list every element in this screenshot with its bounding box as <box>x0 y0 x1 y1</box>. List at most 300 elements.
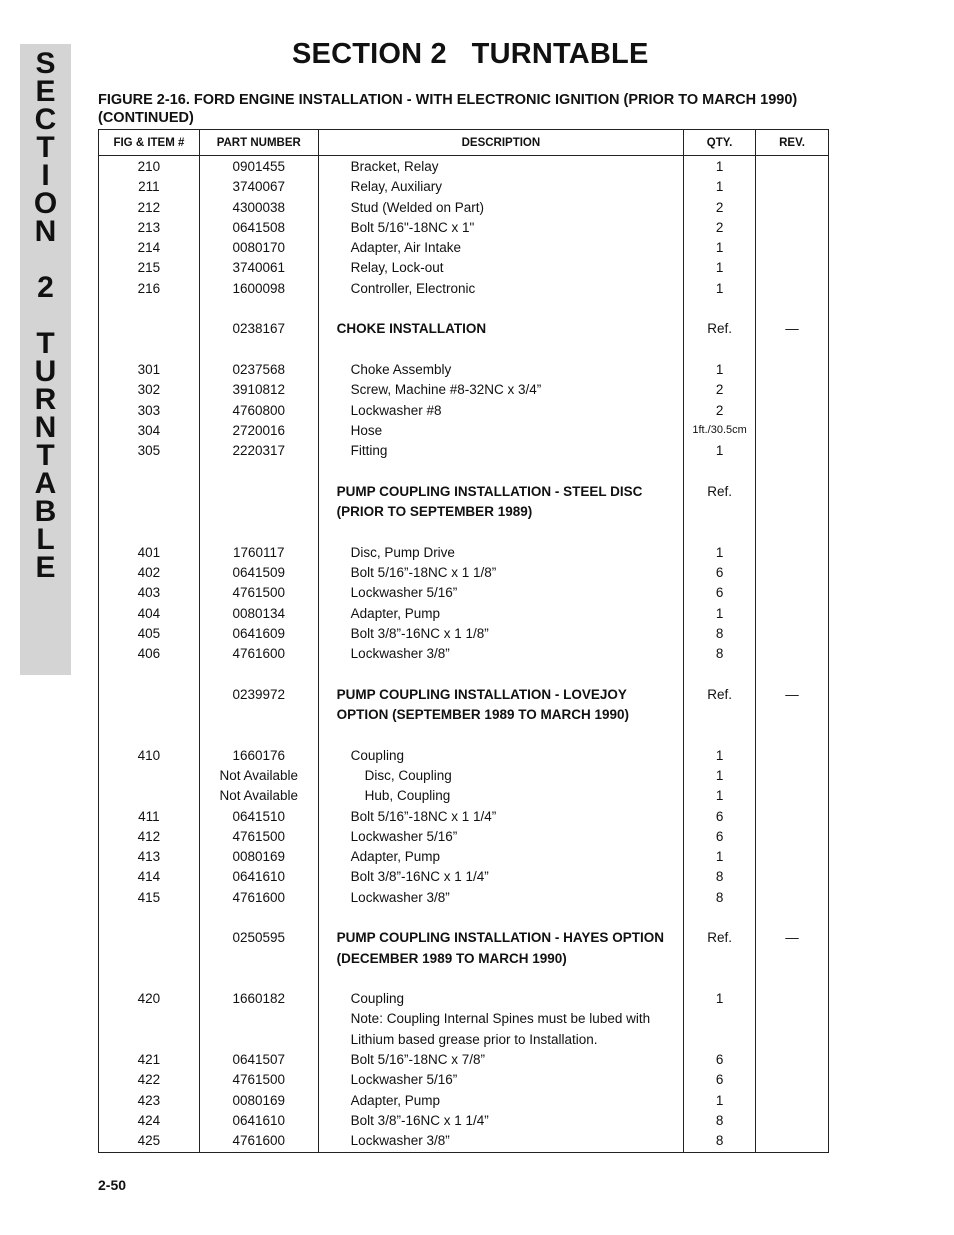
rev-cell <box>756 199 829 219</box>
description-cell: PUMP COUPLING INSTALLATION - STEEL DISC <box>318 483 683 503</box>
fig-item-cell: 214 <box>99 239 200 259</box>
qty-cell: 6 <box>684 1051 756 1071</box>
part-number-cell <box>199 706 318 726</box>
fig-item-cell <box>99 706 200 726</box>
rev-cell <box>756 848 829 868</box>
table-row <box>99 706 829 726</box>
part-number-cell: 0641610 <box>199 868 318 888</box>
part-number-cell: 4761500 <box>199 1071 318 1091</box>
rev-cell <box>756 1092 829 1112</box>
side-tab-letter: E <box>35 551 56 584</box>
table-spacer-row <box>99 523 829 543</box>
rev-cell <box>756 605 829 625</box>
qty-cell: 1 <box>684 1092 756 1112</box>
description-cell: (PRIOR TO SEPTEMBER 1989) <box>318 503 683 523</box>
description-cell: Adapter, Air Intake <box>318 239 683 259</box>
table-row <box>99 1092 829 1112</box>
table-row <box>99 483 829 503</box>
description-cell <box>318 665 683 685</box>
rev-cell <box>756 219 829 239</box>
part-number-cell: 3740067 <box>199 178 318 198</box>
table-row <box>99 848 829 868</box>
qty-cell: 1 <box>684 544 756 564</box>
rev-cell: — <box>756 320 829 340</box>
rev-cell <box>756 178 829 198</box>
table-row <box>99 156 829 179</box>
fig-item-cell: 413 <box>99 848 200 868</box>
description-cell: Adapter, Pump <box>318 848 683 868</box>
rev-cell <box>756 1051 829 1071</box>
fig-item-cell: 406 <box>99 645 200 665</box>
qty-cell: 1 <box>684 361 756 381</box>
part-number-cell: 0901455 <box>199 156 318 179</box>
part-number-cell: Not Available <box>199 767 318 787</box>
part-number-cell: 0239972 <box>199 686 318 706</box>
table-row <box>99 381 829 401</box>
fig-item-cell <box>99 686 200 706</box>
column-header-part-number: PART NUMBER <box>199 130 318 156</box>
part-number-cell <box>199 1010 318 1030</box>
description-cell <box>318 726 683 746</box>
rev-cell <box>756 747 829 767</box>
qty-cell <box>684 300 756 320</box>
rev-cell <box>756 889 829 909</box>
rev-cell <box>756 990 829 1010</box>
table-row <box>99 767 829 787</box>
fig-item-cell <box>99 1031 200 1051</box>
description-cell: Lockwasher 3/8” <box>318 645 683 665</box>
description-cell: Choke Assembly <box>318 361 683 381</box>
table-spacer-row <box>99 300 829 320</box>
part-number-cell: 0250595 <box>199 929 318 949</box>
qty-cell: 6 <box>684 808 756 828</box>
description-cell <box>318 462 683 482</box>
fig-item-cell: 414 <box>99 868 200 888</box>
qty-cell <box>684 909 756 929</box>
description-cell: Disc, Coupling <box>318 767 683 787</box>
fig-item-cell <box>99 665 200 685</box>
description-cell <box>318 523 683 543</box>
fig-item-cell <box>99 909 200 929</box>
table-row <box>99 747 829 767</box>
rev-cell <box>756 483 829 503</box>
table-row <box>99 239 829 259</box>
qty-cell: 8 <box>684 1132 756 1153</box>
fig-item-cell: 415 <box>99 889 200 909</box>
fig-item-cell: 402 <box>99 564 200 584</box>
part-number-cell <box>199 523 318 543</box>
qty-cell: 1 <box>684 787 756 807</box>
part-number-cell <box>199 462 318 482</box>
fig-item-cell: 215 <box>99 259 200 279</box>
qty-cell <box>684 950 756 970</box>
part-number-cell: 4761500 <box>199 584 318 604</box>
description-cell: Adapter, Pump <box>318 605 683 625</box>
side-tab-letter: T <box>36 131 55 164</box>
part-number-cell: 4300038 <box>199 199 318 219</box>
table-row <box>99 503 829 523</box>
qty-cell: 2 <box>684 199 756 219</box>
fig-item-cell <box>99 462 200 482</box>
rev-cell <box>756 1112 829 1132</box>
description-cell: Hub, Coupling <box>318 787 683 807</box>
table-row <box>99 889 829 909</box>
parts-table <box>98 129 829 1153</box>
parts-table-body <box>99 156 829 1153</box>
qty-cell: 8 <box>684 1112 756 1132</box>
description-cell: Bolt 5/16"-18NC x 1" <box>318 219 683 239</box>
table-row <box>99 178 829 198</box>
part-number-cell: 0641510 <box>199 808 318 828</box>
fig-item-cell <box>99 767 200 787</box>
qty-cell <box>684 1010 756 1030</box>
rev-cell <box>756 726 829 746</box>
part-number-cell <box>199 909 318 929</box>
rev-cell <box>756 402 829 422</box>
qty-cell: Ref. <box>684 483 756 503</box>
table-row <box>99 1031 829 1051</box>
qty-cell: 8 <box>684 645 756 665</box>
part-number-cell <box>199 970 318 990</box>
rev-cell <box>756 828 829 848</box>
side-tab-letter <box>20 302 71 330</box>
qty-cell: 1 <box>684 767 756 787</box>
table-row <box>99 990 829 1010</box>
table-row <box>99 422 829 442</box>
table-row <box>99 320 829 340</box>
qty-cell: Ref. <box>684 929 756 949</box>
description-cell: Lockwasher 5/16” <box>318 1071 683 1091</box>
part-number-cell: 0641509 <box>199 564 318 584</box>
table-row <box>99 219 829 239</box>
part-number-cell <box>199 483 318 503</box>
description-cell: Adapter, Pump <box>318 1092 683 1112</box>
qty-cell <box>684 706 756 726</box>
part-number-cell <box>199 950 318 970</box>
description-cell: Coupling <box>318 990 683 1010</box>
qty-cell: 1 <box>684 259 756 279</box>
rev-cell <box>756 462 829 482</box>
part-number-cell <box>199 300 318 320</box>
description-cell: (DECEMBER 1989 TO MARCH 1990) <box>318 950 683 970</box>
table-row <box>99 605 829 625</box>
fig-item-cell: 422 <box>99 1071 200 1091</box>
part-number-cell: 0080169 <box>199 1092 318 1112</box>
fig-item-cell: 420 <box>99 990 200 1010</box>
description-cell: CHOKE INSTALLATION <box>318 320 683 340</box>
rev-cell <box>756 665 829 685</box>
qty-cell: 1 <box>684 239 756 259</box>
description-cell: Lockwasher 5/16” <box>318 584 683 604</box>
rev-cell <box>756 706 829 726</box>
fig-item-cell <box>99 483 200 503</box>
fig-item-cell: 424 <box>99 1112 200 1132</box>
table-spacer-row <box>99 341 829 361</box>
part-number-cell <box>199 341 318 361</box>
rev-cell <box>756 300 829 320</box>
table-spacer-row <box>99 665 829 685</box>
rev-cell <box>756 584 829 604</box>
rev-cell <box>756 442 829 462</box>
fig-item-cell <box>99 726 200 746</box>
fig-item-cell: 212 <box>99 199 200 219</box>
part-number-cell: 1660176 <box>199 747 318 767</box>
qty-cell: 8 <box>684 625 756 645</box>
table-row <box>99 929 829 949</box>
qty-cell: 1 <box>684 747 756 767</box>
description-cell: Lockwasher 3/8” <box>318 1132 683 1153</box>
part-number-cell: 2220317 <box>199 442 318 462</box>
fig-item-cell: 302 <box>99 381 200 401</box>
description-cell: PUMP COUPLING INSTALLATION - LOVEJOY <box>318 686 683 706</box>
fig-item-cell: 405 <box>99 625 200 645</box>
fig-item-cell: 211 <box>99 178 200 198</box>
fig-item-cell <box>99 787 200 807</box>
section-title: SECTION 2 TURNTABLE <box>292 38 649 70</box>
side-tab-letter: N <box>34 411 57 444</box>
figure-title: FIGURE 2-16. FORD ENGINE INSTALLATION - WITH ELECTRONIC IGNITION (PRIOR TO MARCH 1990) (CONTINUED) <box>98 92 798 126</box>
rev-cell <box>756 544 829 564</box>
part-number-cell: 3740061 <box>199 259 318 279</box>
part-number-cell: 0238167 <box>199 320 318 340</box>
fig-item-cell <box>99 929 200 949</box>
description-cell: Disc, Pump Drive <box>318 544 683 564</box>
part-number-cell: 3910812 <box>199 381 318 401</box>
description-cell <box>318 970 683 990</box>
description-cell: Lockwasher 5/16” <box>318 828 683 848</box>
part-number-cell: 4761600 <box>199 1132 318 1153</box>
fig-item-cell <box>99 503 200 523</box>
description-cell: Bolt 3/8”-16NC x 1 1/8” <box>318 625 683 645</box>
part-number-cell: 0641507 <box>199 1051 318 1071</box>
qty-cell: 6 <box>684 1071 756 1091</box>
rev-cell <box>756 808 829 828</box>
qty-cell: 1ft./30.5cm <box>684 422 756 442</box>
side-tab-letter: 2 <box>37 271 54 304</box>
rev-cell: — <box>756 929 829 949</box>
fig-item-cell: 423 <box>99 1092 200 1112</box>
description-cell: OPTION (SEPTEMBER 1989 TO MARCH 1990) <box>318 706 683 726</box>
qty-cell: 6 <box>684 584 756 604</box>
table-spacer-row <box>99 462 829 482</box>
rev-cell <box>756 625 829 645</box>
table-row <box>99 868 829 888</box>
rev-cell <box>756 645 829 665</box>
part-number-cell: 0641609 <box>199 625 318 645</box>
page-number: 2-50 <box>98 1177 127 1193</box>
description-cell: Bolt 3/8”-16NC x 1 1/4” <box>318 1112 683 1132</box>
description-cell <box>318 909 683 929</box>
table-row <box>99 828 829 848</box>
rev-cell <box>756 341 829 361</box>
qty-cell: Ref. <box>684 686 756 706</box>
table-row <box>99 950 829 970</box>
table-row <box>99 625 829 645</box>
side-tab-letter: T <box>36 327 55 360</box>
fig-item-cell: 412 <box>99 828 200 848</box>
fig-item-cell: 303 <box>99 402 200 422</box>
description-cell: Relay, Auxiliary <box>318 178 683 198</box>
table-row <box>99 564 829 584</box>
rev-cell: — <box>756 686 829 706</box>
part-number-cell: Not Available <box>199 787 318 807</box>
description-cell: Screw, Machine #8-32NC x 3/4” <box>318 381 683 401</box>
part-number-cell: 1660182 <box>199 990 318 1010</box>
table-row <box>99 686 829 706</box>
side-tab-letter: N <box>34 215 57 248</box>
description-cell: Bolt 5/16”-18NC x 1 1/4” <box>318 808 683 828</box>
description-cell: Lockwasher 3/8” <box>318 889 683 909</box>
fig-item-cell <box>99 320 200 340</box>
rev-cell <box>756 523 829 543</box>
fig-item-cell: 304 <box>99 422 200 442</box>
qty-cell <box>684 523 756 543</box>
qty-cell: 1 <box>684 280 756 300</box>
rev-cell <box>756 767 829 787</box>
rev-cell <box>756 1071 829 1091</box>
part-number-cell: 0641508 <box>199 219 318 239</box>
description-cell: Relay, Lock-out <box>318 259 683 279</box>
side-tab-letter: S <box>35 47 56 80</box>
column-header-rev: REV. <box>756 130 829 156</box>
side-tab-letter: I <box>41 159 50 192</box>
side-tab-letter: R <box>34 383 57 416</box>
rev-cell <box>756 280 829 300</box>
fig-item-cell: 301 <box>99 361 200 381</box>
fig-item-cell: 403 <box>99 584 200 604</box>
qty-cell <box>684 462 756 482</box>
description-cell: Bolt 3/8”-16NC x 1 1/4” <box>318 868 683 888</box>
qty-cell: Ref. <box>684 320 756 340</box>
rev-cell <box>756 1132 829 1153</box>
part-number-cell <box>199 1031 318 1051</box>
rev-cell <box>756 381 829 401</box>
table-row <box>99 1010 829 1030</box>
rev-cell <box>756 970 829 990</box>
side-tab-letter: L <box>36 523 55 556</box>
fig-item-cell <box>99 950 200 970</box>
rev-cell <box>756 422 829 442</box>
part-number-cell <box>199 665 318 685</box>
description-cell: Bolt 5/16”-18NC x 7/8” <box>318 1051 683 1071</box>
side-tab-letter: T <box>36 439 55 472</box>
side-tab-letter: A <box>34 467 57 500</box>
column-header-description: DESCRIPTION <box>318 130 683 156</box>
table-row <box>99 1132 829 1153</box>
description-cell: Bracket, Relay <box>318 156 683 179</box>
part-number-cell: 0080134 <box>199 605 318 625</box>
description-cell: Hose <box>318 422 683 442</box>
fig-item-cell: 216 <box>99 280 200 300</box>
table-row <box>99 199 829 219</box>
qty-cell <box>684 341 756 361</box>
rev-cell <box>756 909 829 929</box>
table-row <box>99 259 829 279</box>
rev-cell <box>756 1031 829 1051</box>
part-number-cell: 4761600 <box>199 645 318 665</box>
qty-cell: 1 <box>684 990 756 1010</box>
rev-cell <box>756 156 829 179</box>
rev-cell <box>756 1010 829 1030</box>
side-tab-letter: U <box>34 355 57 388</box>
fig-item-cell: 305 <box>99 442 200 462</box>
description-cell <box>318 300 683 320</box>
qty-cell: 8 <box>684 889 756 909</box>
qty-cell: 2 <box>684 402 756 422</box>
description-cell <box>318 341 683 361</box>
rev-cell <box>756 361 829 381</box>
table-row <box>99 584 829 604</box>
table-row <box>99 544 829 564</box>
description-cell: Fitting <box>318 442 683 462</box>
table-spacer-row <box>99 726 829 746</box>
table-row <box>99 402 829 422</box>
fig-item-cell: 213 <box>99 219 200 239</box>
description-cell: Lithium based grease prior to Installation. <box>318 1031 683 1051</box>
fig-item-cell: 410 <box>99 747 200 767</box>
side-tab-letter: B <box>34 495 57 528</box>
table-row <box>99 1051 829 1071</box>
rev-cell <box>756 950 829 970</box>
part-number-cell <box>199 726 318 746</box>
part-number-cell: 4761600 <box>199 889 318 909</box>
table-spacer-row <box>99 970 829 990</box>
qty-cell: 1 <box>684 156 756 179</box>
rev-cell <box>756 259 829 279</box>
fig-item-cell <box>99 523 200 543</box>
rev-cell <box>756 564 829 584</box>
qty-cell: 6 <box>684 564 756 584</box>
rev-cell <box>756 787 829 807</box>
description-cell: Note: Coupling Internal Spines must be lubed with <box>318 1010 683 1030</box>
part-number-cell: 4761500 <box>199 828 318 848</box>
qty-cell <box>684 726 756 746</box>
qty-cell: 1 <box>684 442 756 462</box>
qty-cell: 1 <box>684 605 756 625</box>
table-row <box>99 1112 829 1132</box>
rev-cell <box>756 503 829 523</box>
side-tab-letter <box>20 246 71 274</box>
fig-item-cell: 401 <box>99 544 200 564</box>
rev-cell <box>756 239 829 259</box>
table-row <box>99 361 829 381</box>
description-cell: Lockwasher #8 <box>318 402 683 422</box>
qty-cell <box>684 503 756 523</box>
table-row <box>99 280 829 300</box>
fig-item-cell <box>99 970 200 990</box>
fig-item-cell: 404 <box>99 605 200 625</box>
fig-item-cell: 421 <box>99 1051 200 1071</box>
table-row <box>99 808 829 828</box>
table-header-row <box>99 130 829 156</box>
part-number-cell: 0237568 <box>199 361 318 381</box>
fig-item-cell <box>99 1010 200 1030</box>
part-number-cell: 0080169 <box>199 848 318 868</box>
fig-item-cell: 210 <box>99 156 200 179</box>
qty-cell: 6 <box>684 828 756 848</box>
part-number-cell: 0641610 <box>199 1112 318 1132</box>
qty-cell: 1 <box>684 848 756 868</box>
fig-item-cell: 425 <box>99 1132 200 1153</box>
side-tab-letter: O <box>33 187 58 220</box>
side-tab-letter: E <box>35 75 56 108</box>
qty-cell: 2 <box>684 219 756 239</box>
part-number-cell: 0080170 <box>199 239 318 259</box>
part-number-cell: 2720016 <box>199 422 318 442</box>
qty-cell: 8 <box>684 868 756 888</box>
table-row <box>99 645 829 665</box>
part-number-cell <box>199 503 318 523</box>
